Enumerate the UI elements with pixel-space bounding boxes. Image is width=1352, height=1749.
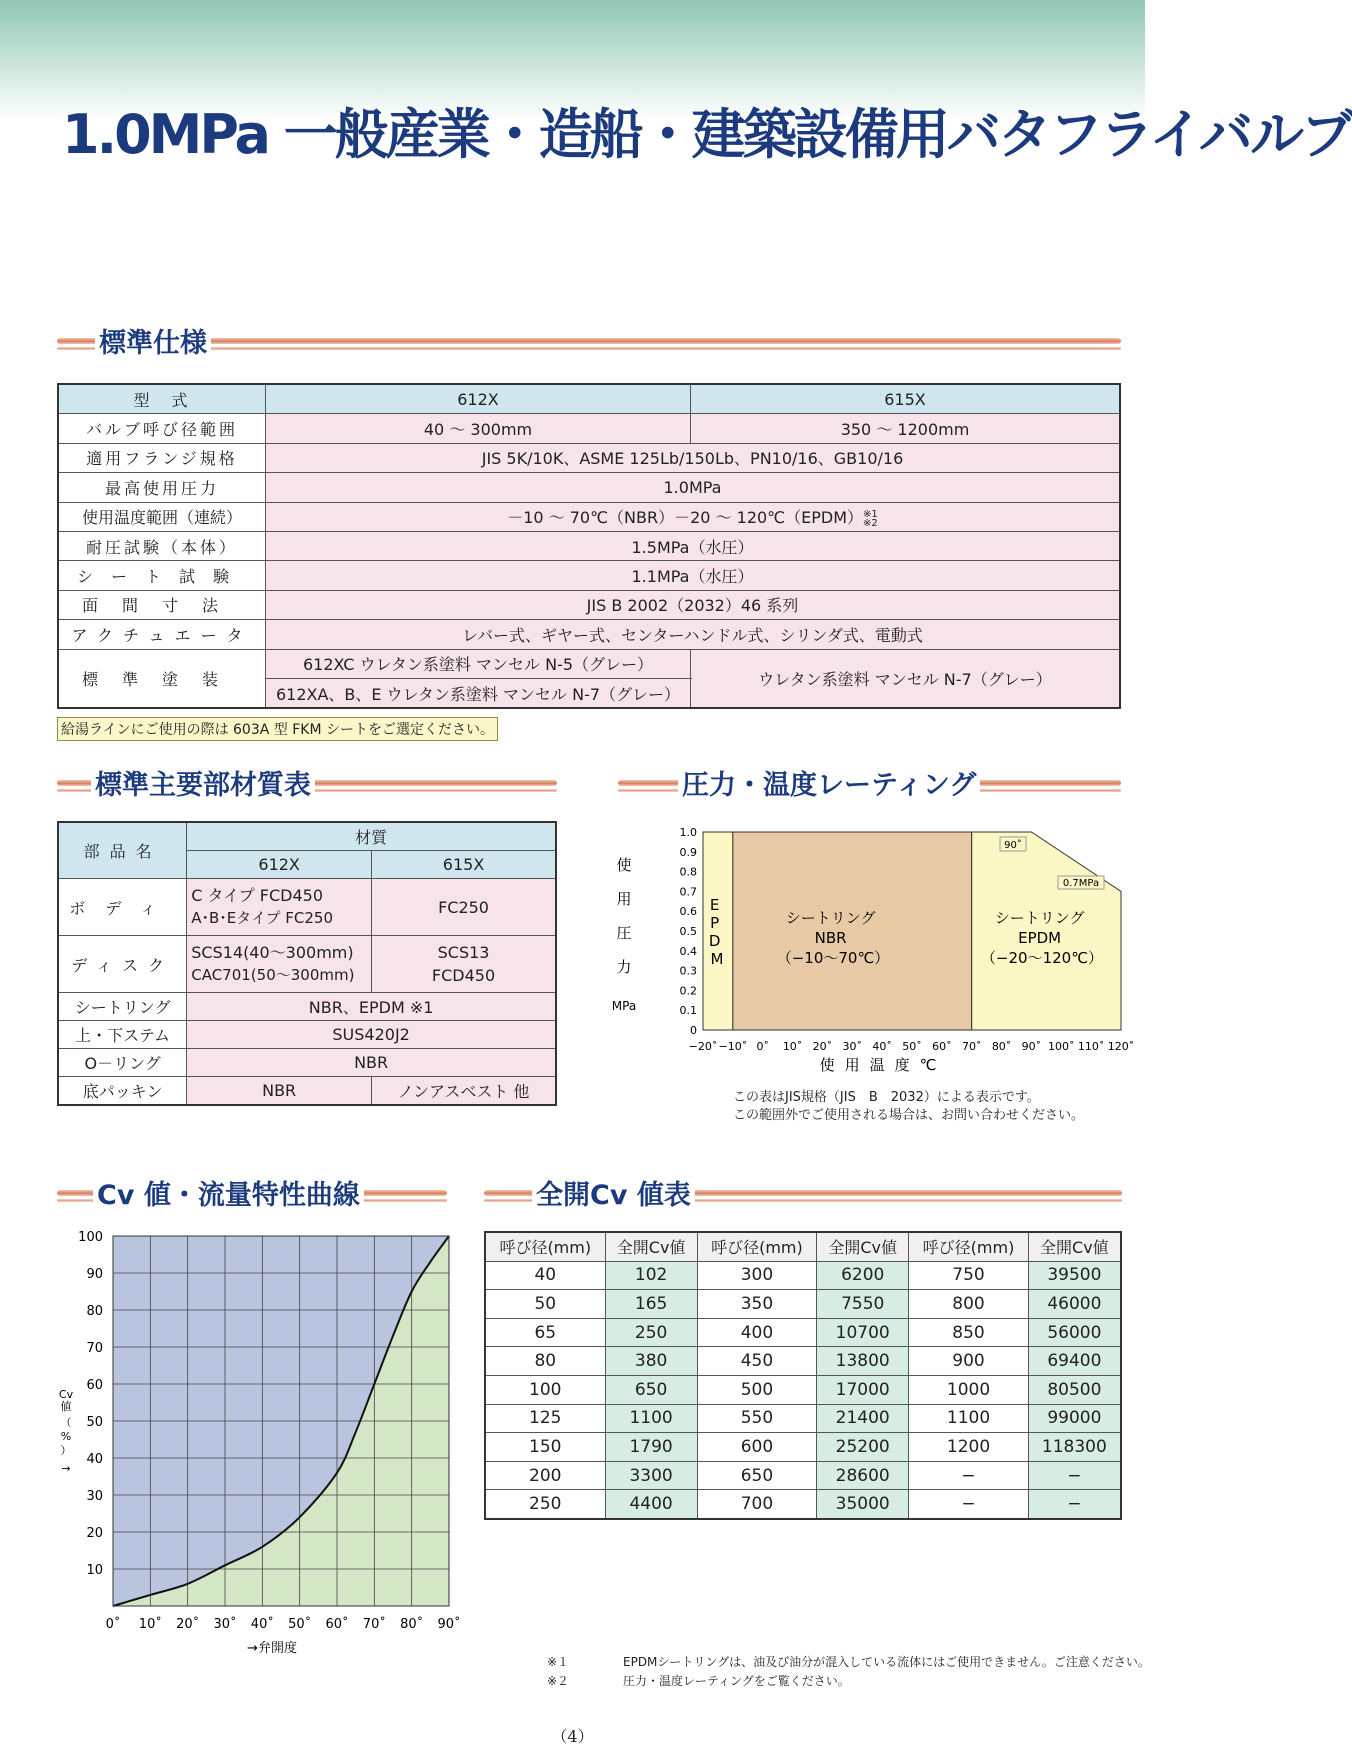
table-row xyxy=(58,993,556,1021)
nominal-size-cell: 650 xyxy=(697,1461,816,1490)
nominal-size-cell: 125 xyxy=(485,1404,605,1433)
section-spec-header xyxy=(57,326,1121,362)
cell-value: 612XA、B、E ウレタン系塗料 マンセル N-7（グレー） xyxy=(266,678,691,708)
cell-value: 350 ～ 1200mm xyxy=(691,414,1121,443)
x-tick-label: −20˚ xyxy=(688,1040,718,1053)
body-612-abe: A･B･Eタイプ FC250 xyxy=(191,909,333,927)
table-header-row xyxy=(485,1232,1121,1261)
section-cv-curve-header xyxy=(57,1178,447,1214)
cv-curve-chart xyxy=(50,1228,470,1658)
x-tick-label: 30˚ xyxy=(842,1040,863,1053)
epdm-band-label: E P D M xyxy=(708,896,724,968)
cell-value: NBR xyxy=(187,1077,372,1106)
cell-value: JIS B 2002（2032）46 系列 xyxy=(266,590,1121,619)
nominal-size-cell: 500 xyxy=(697,1375,816,1404)
disc-615-a: SCS13 xyxy=(437,943,490,962)
cv-value-cell: 4400 xyxy=(605,1490,697,1519)
table-header: 呼び径(mm) xyxy=(485,1232,605,1261)
table-row xyxy=(58,561,1120,590)
cv-value-cell: 165 xyxy=(605,1290,697,1319)
cv-value-cell: 28600 xyxy=(817,1461,909,1490)
table-row xyxy=(485,1318,1121,1347)
nominal-size-cell: 80 xyxy=(485,1347,605,1376)
nominal-size-cell: 250 xyxy=(485,1490,605,1519)
disc-612-b: CAC701(50～300mm) xyxy=(191,966,355,984)
x-tick-label: 90˚ xyxy=(1021,1040,1042,1053)
row-label: バルブ呼び径範囲 xyxy=(58,414,266,443)
row-label: 面間寸法 xyxy=(58,590,266,619)
row-label: 耐圧試験（本体） xyxy=(58,531,266,560)
disc-612-a: SCS14(40～300mm) xyxy=(191,943,354,962)
y-tick-label: 0.7 xyxy=(679,885,697,899)
cell-value: 1.5MPa（水圧） xyxy=(266,531,1121,560)
cv-value-cell: − xyxy=(1028,1490,1121,1519)
section-title: 全開Cv 値表 xyxy=(532,1178,695,1214)
x-tick-label: 80˚ xyxy=(991,1040,1012,1053)
table-header: 612X xyxy=(266,384,691,414)
table-row xyxy=(58,531,1120,560)
x-axis-label: →弁開度 xyxy=(247,1641,297,1656)
section-title: 標準主要部材質表 xyxy=(91,768,315,804)
nominal-size-cell: 600 xyxy=(697,1433,816,1462)
row-label: アクチュエータ xyxy=(58,620,266,649)
y-tick-label: 0.2 xyxy=(679,984,697,998)
cv-value-cell: − xyxy=(1028,1461,1121,1490)
cell-value: 612XC ウレタン系塗料 マンセル N-5（グレー） xyxy=(266,649,691,678)
y-tick-label: 0 xyxy=(690,1024,697,1037)
cv-value-cell: 56000 xyxy=(1028,1318,1121,1347)
nominal-size-cell: 1100 xyxy=(909,1404,1028,1433)
row-label: 底パッキン xyxy=(58,1077,187,1106)
y-tick-label: 0.4 xyxy=(679,944,697,958)
cv-value-cell: 39500 xyxy=(1028,1261,1121,1290)
y-tick-label: 60 xyxy=(86,1378,103,1393)
row-label: シートリング xyxy=(58,993,187,1021)
row-label: 上・下ステム xyxy=(58,1021,187,1049)
table-header: 呼び径(mm) xyxy=(697,1232,816,1261)
nominal-size-cell: 40 xyxy=(485,1261,605,1290)
table-row xyxy=(485,1375,1121,1404)
y-tick-label: 0.5 xyxy=(679,925,697,938)
corner-temp: 90˚ xyxy=(1004,840,1022,851)
x-tick-label: 90˚ xyxy=(437,1617,461,1632)
cell-value: SUS420J2 xyxy=(187,1021,556,1049)
row-label: ボディ xyxy=(58,879,187,936)
nominal-size-cell: 350 xyxy=(697,1290,816,1319)
y-axis-label: 使用圧力 xyxy=(616,856,632,976)
x-tick-label: 30˚ xyxy=(213,1617,237,1632)
table-row xyxy=(485,1347,1121,1376)
page-title: 1.0MPa 一般産業・造船・建築設備用バタフライバルブ xyxy=(62,103,1352,166)
cv-value-cell: 380 xyxy=(605,1347,697,1376)
row-label: 標準塗装 xyxy=(58,649,266,708)
footnote-ref: ※1 ※2 xyxy=(863,508,878,529)
cv-value-cell: 21400 xyxy=(817,1404,909,1433)
cv-value-cell: 102 xyxy=(605,1261,697,1290)
nominal-size-cell: 550 xyxy=(697,1404,816,1433)
cell-value: レバー式、ギヤー式、センターハンドル式、シリンダ式、電動式 xyxy=(266,620,1121,649)
x-tick-label: 50˚ xyxy=(288,1617,312,1632)
x-tick-label: 20˚ xyxy=(812,1040,833,1053)
y-tick-label: 30 xyxy=(86,1489,103,1504)
cv-value-cell: 118300 xyxy=(1028,1433,1121,1462)
table-row xyxy=(58,649,1120,678)
nominal-size-cell: 300 xyxy=(697,1261,816,1290)
cv-value-cell: 10700 xyxy=(817,1318,909,1347)
x-tick-label: 0˚ xyxy=(105,1617,121,1632)
table-row xyxy=(58,620,1120,649)
page-number: （4） xyxy=(551,1727,594,1746)
x-tick-label: 80˚ xyxy=(400,1617,424,1632)
cv-value-cell: 25200 xyxy=(817,1433,909,1462)
x-tick-label: −10˚ xyxy=(718,1040,748,1053)
table-row xyxy=(485,1290,1121,1319)
rating-chart xyxy=(600,820,1140,1074)
footnote-text-1: EPDMシートリングは、油及び油分が混入している流体にはご使用できません。ご注意ください。 xyxy=(623,1655,1150,1669)
table-header: 全開Cv値 xyxy=(817,1232,909,1261)
nominal-size-cell: 100 xyxy=(485,1375,605,1404)
spec-note: 給湯ラインにご使用の際は 603A 型 FKM シートをご選定ください。 xyxy=(57,717,498,741)
cv-value-cell: 1790 xyxy=(605,1433,697,1462)
table-row xyxy=(58,1077,556,1106)
y-tick-label: 40 xyxy=(86,1452,103,1467)
table-row xyxy=(58,590,1120,619)
cell-value: FC250 xyxy=(372,879,556,936)
row-label: 使用温度範囲（連続） xyxy=(58,502,266,531)
cv-value-cell: 69400 xyxy=(1028,1347,1121,1376)
nominal-size-cell: 900 xyxy=(909,1347,1028,1376)
table-header: 615X xyxy=(372,851,556,879)
section-title: 圧力・温度レーティング xyxy=(678,768,980,804)
footnote-text-2: 圧力・温度レーティングをご覧ください。 xyxy=(623,1674,850,1688)
table-row xyxy=(58,414,1120,443)
cell-value xyxy=(372,936,556,993)
nominal-size-cell: 50 xyxy=(485,1290,605,1319)
table-row xyxy=(58,384,1120,414)
table-header: 部品名 xyxy=(58,822,187,879)
nominal-size-cell: 65 xyxy=(485,1318,605,1347)
table-row xyxy=(58,443,1120,472)
row-label: 最高使用圧力 xyxy=(58,473,266,502)
table-row xyxy=(58,473,1120,502)
y-tick-label: 1.0 xyxy=(679,826,697,839)
x-tick-label: 70˚ xyxy=(961,1040,982,1053)
x-ticks xyxy=(689,1040,1135,1053)
y-tick-label: 0.9 xyxy=(679,845,697,859)
rating-note-1: この表はJIS規格（JIS B 2032）による表示です。 xyxy=(733,1090,1040,1105)
cell-value: ノンアスベスト 他 xyxy=(372,1077,556,1106)
disc-615-b: FCD450 xyxy=(431,966,496,985)
row-label: シート試験 xyxy=(58,561,266,590)
y-tick-label: 0.6 xyxy=(679,905,697,919)
table-row xyxy=(58,502,1120,531)
cv-value-table xyxy=(484,1231,1122,1520)
x-tick-label: 70˚ xyxy=(362,1617,386,1632)
material-table xyxy=(57,821,557,1106)
table-header: 612X xyxy=(187,851,372,879)
table-row xyxy=(58,1021,556,1049)
table-header: 615X xyxy=(691,384,1121,414)
body-612-c: C タイプ FCD450 xyxy=(191,886,323,905)
cell-value: ウレタン系塗料 マンセル N-7（グレー） xyxy=(691,649,1121,708)
divider xyxy=(57,338,1121,344)
y-ticks xyxy=(680,826,698,1037)
table-row xyxy=(485,1404,1121,1433)
cell-value: 1.1MPa（水圧） xyxy=(266,561,1121,590)
x-tick-label: 120˚ xyxy=(1107,1040,1135,1053)
rating-note-2: この範囲外でご使用される場合は、お問い合わせください。 xyxy=(733,1108,1085,1123)
row-label: 適用フランジ規格 xyxy=(58,443,266,472)
section-title: Cv 値・流量特性曲線 xyxy=(93,1178,364,1214)
y-tick-label: 0.3 xyxy=(679,964,697,978)
x-tick-label: 40˚ xyxy=(250,1617,274,1632)
cv-value-cell: 13800 xyxy=(817,1347,909,1376)
table-header: 呼び径(mm) xyxy=(909,1232,1028,1261)
table-row xyxy=(58,822,556,851)
nominal-size-cell: − xyxy=(909,1461,1028,1490)
cv-value-cell: 99000 xyxy=(1028,1404,1121,1433)
divider xyxy=(57,347,1121,350)
nominal-size-cell: − xyxy=(909,1490,1028,1519)
x-tick-label: 60˚ xyxy=(325,1617,349,1632)
cell-value: JIS 5K/10K、ASME 125Lb/150Lb、PN10/16、GB10/16 xyxy=(266,443,1121,472)
cell-value xyxy=(187,879,372,936)
cv-value-cell: 3300 xyxy=(605,1461,697,1490)
corner-press: 0.7MPa xyxy=(1062,878,1100,889)
cv-value-cell: 17000 xyxy=(817,1375,909,1404)
table-row xyxy=(485,1490,1121,1519)
x-tick-label: 0˚ xyxy=(756,1040,769,1053)
x-tick-label: 10˚ xyxy=(138,1617,162,1632)
cv-value-cell: 46000 xyxy=(1028,1290,1121,1319)
nominal-size-cell: 200 xyxy=(485,1461,605,1490)
x-tick-label: 20˚ xyxy=(176,1617,200,1632)
cv-value-cell: 250 xyxy=(605,1318,697,1347)
y-tick-label: 80 xyxy=(86,1304,103,1319)
section-rating-header xyxy=(618,768,1121,804)
cv-value-cell: 35000 xyxy=(817,1490,909,1519)
y-tick-label: 20 xyxy=(86,1526,103,1541)
x-tick-label: 40˚ xyxy=(872,1040,892,1053)
table-row xyxy=(58,1049,556,1077)
y-unit: MPa xyxy=(611,999,637,1013)
nominal-size-cell: 850 xyxy=(909,1318,1028,1347)
cv-value-cell: 80500 xyxy=(1028,1375,1121,1404)
cv-value-cell: 7550 xyxy=(817,1290,909,1319)
row-label: ディスク xyxy=(58,936,187,993)
x-tick-label: 100˚ xyxy=(1048,1040,1075,1053)
cv-value-cell: 6200 xyxy=(817,1261,909,1290)
footnote-mark-2: ※２ xyxy=(547,1674,570,1688)
table-header: 全開Cv値 xyxy=(1028,1232,1121,1261)
table-row xyxy=(485,1433,1121,1462)
y-axis-label: Cv 値（%）→ xyxy=(58,1388,74,1475)
table-row xyxy=(58,936,556,993)
table-row xyxy=(58,879,556,936)
y-tick-label: 90 xyxy=(86,1267,103,1282)
table-header: 材質 xyxy=(187,822,556,851)
x-axis-label: 使用温度℃ xyxy=(819,1056,947,1074)
cell-value xyxy=(187,936,372,993)
cell-value xyxy=(266,502,1121,531)
x-tick-label: 110˚ xyxy=(1077,1040,1105,1053)
y-tick-label: 100 xyxy=(78,1230,103,1245)
nominal-size-cell: 450 xyxy=(697,1347,816,1376)
cell-value: 1.0MPa xyxy=(266,473,1121,502)
x-tick-label: 60˚ xyxy=(932,1040,952,1053)
cell-value: 40 ～ 300mm xyxy=(266,414,691,443)
temp-range: －10 ～ 70℃（NBR）－20 ～ 120℃（EPDM） xyxy=(507,508,864,528)
nbr-label: シートリング NBR （−10～70℃） xyxy=(776,909,890,967)
cv-value-cell: 650 xyxy=(605,1375,697,1404)
y-tick-label: 0.8 xyxy=(679,865,697,879)
y-tick-label: 0.1 xyxy=(679,1004,697,1018)
nominal-size-cell: 400 xyxy=(697,1318,816,1347)
cell-value: NBR、EPDM ※1 xyxy=(187,993,556,1021)
x-tick-label: 50˚ xyxy=(902,1040,922,1053)
nbr-region xyxy=(733,832,972,1030)
nominal-size-cell: 800 xyxy=(909,1290,1028,1319)
nominal-size-cell: 700 xyxy=(697,1490,816,1519)
y-tick-label: 70 xyxy=(86,1341,103,1356)
row-label: O－リング xyxy=(58,1049,187,1077)
section-material-header xyxy=(57,768,557,804)
nominal-size-cell: 750 xyxy=(909,1261,1028,1290)
x-tick-label: 10˚ xyxy=(782,1040,803,1053)
y-tick-label: 10 xyxy=(86,1563,103,1578)
cell-value: NBR xyxy=(187,1049,556,1077)
nominal-size-cell: 150 xyxy=(485,1433,605,1462)
spec-table xyxy=(57,383,1121,709)
cv-value-cell: 1100 xyxy=(605,1404,697,1433)
table-header: 型 式 xyxy=(58,384,266,414)
table-row xyxy=(485,1461,1121,1490)
section-title: 標準仕様 xyxy=(95,326,211,362)
nominal-size-cell: 1200 xyxy=(909,1433,1028,1462)
epdm-label: シートリング EPDM （−20～120℃） xyxy=(980,909,1104,967)
table-header: 全開Cv値 xyxy=(605,1232,697,1261)
x-ticks xyxy=(106,1616,461,1632)
footnote-mark-1: ※１ xyxy=(547,1655,570,1669)
section-cv-table-header xyxy=(484,1178,1122,1214)
table-row xyxy=(485,1261,1121,1290)
nominal-size-cell: 1000 xyxy=(909,1375,1028,1404)
y-tick-label: 50 xyxy=(86,1415,103,1430)
y-ticks xyxy=(78,1230,103,1578)
